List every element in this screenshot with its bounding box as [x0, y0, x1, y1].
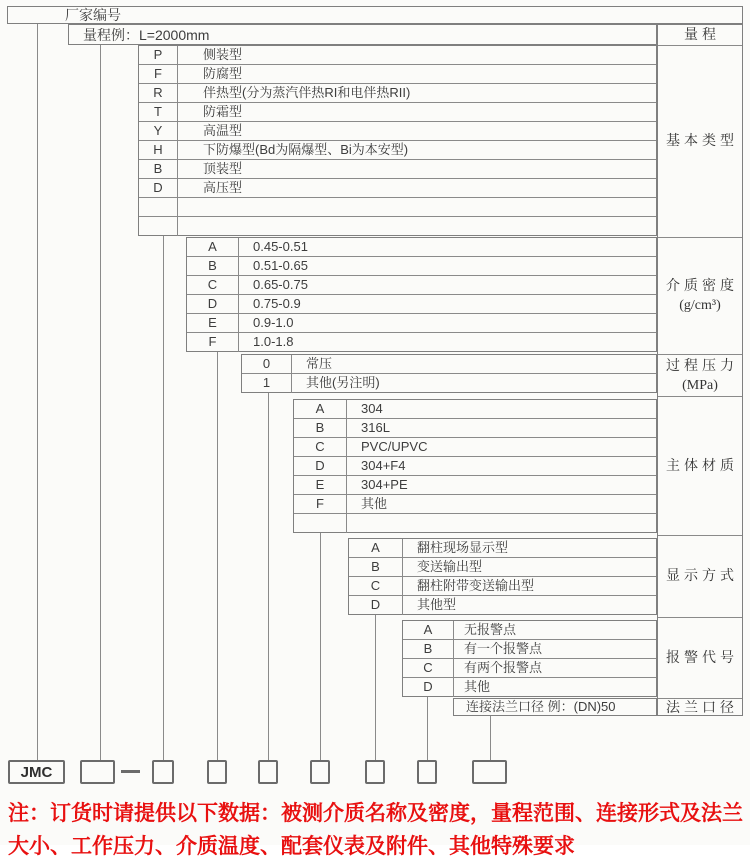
- table-row: Y 高温型: [139, 122, 656, 141]
- body-material-table: [293, 399, 657, 533]
- table-row: 0 常压: [242, 355, 656, 374]
- table-row: R 伴热型(分为蒸汽伴热RI和电伴热RII): [139, 84, 656, 103]
- table-row: F 其他: [294, 495, 656, 514]
- side-label-medium-density: 介质密度 (g/cm³): [658, 238, 742, 355]
- table-row: E 0.9-1.0: [187, 314, 656, 333]
- table-row: C 翻柱附带变送输出型: [349, 577, 656, 596]
- table-row: C 0.65-0.75: [187, 276, 656, 295]
- code-separator-dash: [121, 770, 140, 773]
- ordering-note-line-1: 注：订货时请提供以下数据：被测介质名称及密度，量程范围、连接形式及法兰: [8, 802, 743, 825]
- table-row: B 有一个报警点: [403, 640, 656, 659]
- model-prefix-box: JMC: [8, 760, 65, 784]
- basic-type-table: [138, 45, 657, 236]
- table-row: A 304: [294, 400, 656, 419]
- process-pressure-table: [241, 354, 657, 393]
- table-row: F 防腐型: [139, 65, 656, 84]
- table-row: B 0.51-0.65: [187, 257, 656, 276]
- alarm-code-table: [402, 620, 657, 697]
- ordering-note-line-2: 大小、工作压力、介质温度、配套仪表及附件、其他特殊要求: [8, 835, 575, 858]
- code-box-flange: [472, 760, 507, 784]
- flange-size-row: [453, 698, 657, 716]
- code-box-material: [310, 760, 330, 784]
- table-row: D 304+F4: [294, 457, 656, 476]
- connector-line-display: [375, 615, 376, 760]
- table-row: 1 其他(另注明): [242, 374, 656, 393]
- code-box-density: [207, 760, 227, 784]
- connector-line-material: [320, 533, 321, 760]
- table-row: [294, 514, 656, 533]
- side-label-process-pressure: 过程压力 (MPa): [658, 355, 742, 397]
- side-label-flange-size: 法兰口径: [666, 700, 738, 716]
- connector-line-alarm: [427, 697, 428, 760]
- table-row: D 其他: [403, 678, 656, 697]
- connector-line-density: [217, 352, 218, 760]
- table-row: D 高压型: [139, 179, 656, 198]
- flange-size-text: 连接法兰口径 例：(DN)50: [466, 699, 616, 714]
- table-row: B 316L: [294, 419, 656, 438]
- range-example-text: 量程例：L=2000mm: [83, 26, 210, 43]
- connector-line-range: [100, 45, 101, 760]
- category-label-column: [657, 24, 743, 716]
- factory-code-box: [7, 6, 743, 24]
- side-label-alarm-code: 报警代号: [658, 618, 742, 699]
- table-row: B 顶装型: [139, 160, 656, 179]
- connector-line-basic-type: [163, 236, 164, 760]
- table-row: P 侧装型: [139, 46, 656, 65]
- side-label-display-mode: 显示方式: [658, 536, 742, 618]
- code-box-pressure: [258, 760, 278, 784]
- table-row: E 304+PE: [294, 476, 656, 495]
- code-box-range: [80, 760, 115, 784]
- side-label-range: 量程: [658, 25, 742, 46]
- table-row: D 其他型: [349, 596, 656, 615]
- connector-line-pressure: [268, 393, 269, 760]
- table-row: D 0.75-0.9: [187, 295, 656, 314]
- table-row: A 翻柱现场显示型: [349, 539, 656, 558]
- side-label-basic-type: 基本类型: [658, 46, 742, 238]
- table-row: C PVC/UPVC: [294, 438, 656, 457]
- range-example-box: [68, 24, 657, 45]
- connector-line-flange: [490, 716, 491, 760]
- table-row: C 有两个报警点: [403, 659, 656, 678]
- connector-line-factory: [37, 24, 38, 760]
- table-row: F 1.0-1.8: [187, 333, 656, 352]
- table-row: B 变送输出型: [349, 558, 656, 577]
- medium-density-table: [186, 237, 657, 352]
- code-box-display: [365, 760, 385, 784]
- display-mode-table: [348, 538, 657, 615]
- table-row: A 无报警点: [403, 621, 656, 640]
- code-box-basic-type: [152, 760, 174, 784]
- table-row: [139, 198, 656, 217]
- table-row: [139, 217, 656, 236]
- table-row: A 0.45-0.51: [187, 238, 656, 257]
- table-row: H 下防爆型(Bd为隔爆型、Bi为本安型): [139, 141, 656, 160]
- ordering-note: [8, 797, 748, 863]
- side-label-body-material: 主体材质: [658, 397, 742, 536]
- table-row: T 防霜型: [139, 103, 656, 122]
- factory-code-label: 厂家编号: [65, 7, 121, 23]
- code-box-alarm: [417, 760, 437, 784]
